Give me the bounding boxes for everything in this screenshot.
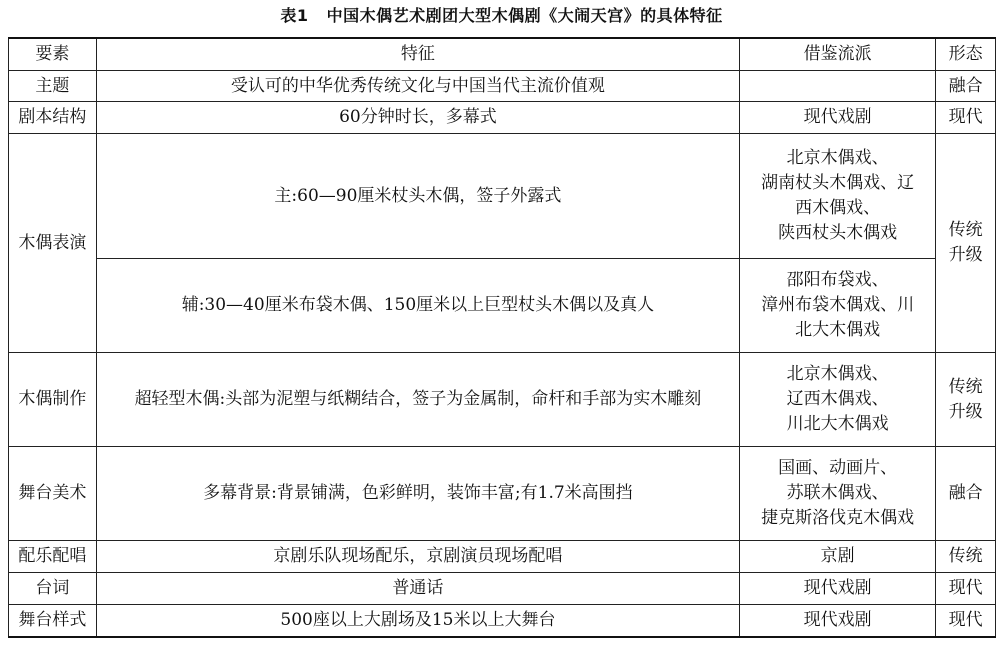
cell-form: 融合 [936, 71, 996, 102]
school-line: 湖南杖头木偶戏、辽 [761, 173, 915, 193]
cell-element: 舞台样式 [9, 605, 97, 638]
school-line: 邵阳布袋戏、 [786, 270, 889, 290]
cell-form: 现代 [936, 605, 996, 638]
school-line: 西木偶戏、 [795, 198, 881, 218]
school-line: 国画、动画片、 [778, 458, 898, 478]
table-row [9, 447, 996, 541]
school-line: 苏联木偶戏、 [786, 483, 889, 503]
table-row [9, 541, 996, 573]
form-line: 传统 [948, 376, 983, 397]
cell-feature: 受认可的中华优秀传统文化与中国当代主流价值观 [96, 71, 740, 102]
school-line: 漳州布袋木偶戏、川 [761, 295, 915, 315]
cell-form [936, 353, 996, 447]
cell-form: 现代 [936, 573, 996, 605]
cell-feature: 60分钟时长，多幕式 [96, 102, 740, 134]
cell-form: 融合 [936, 447, 996, 541]
cell-element: 木偶表演 [9, 134, 97, 353]
form-line: 传统 [948, 220, 983, 240]
table-title: 中国木偶艺术剧团大型木偶剧《大闹天宫》的具体特征 [326, 6, 723, 25]
cell-feature: 多幕背景:背景铺满，色彩鲜明，装饰丰富;有1.7米高围挡 [96, 447, 740, 541]
header-schools: 借鉴流派 [740, 38, 936, 71]
school-line: 川北大木偶戏 [786, 414, 889, 434]
cell-form: 传统 [936, 541, 996, 573]
form-line: 升级 [948, 245, 983, 265]
table-row [9, 573, 996, 605]
table-caption [0, 2, 1003, 30]
cell-form [936, 134, 996, 353]
cell-schools [740, 134, 936, 259]
cell-feature: 普通话 [96, 573, 740, 605]
table-row [9, 71, 996, 102]
cell-schools [740, 259, 936, 353]
school-line: 北大木偶戏 [795, 320, 881, 340]
header-row [9, 38, 996, 71]
cell-schools: 京剧 [740, 541, 936, 573]
cell-schools [740, 71, 936, 102]
cell-schools: 现代戏剧 [740, 605, 936, 638]
cell-form: 现代 [936, 102, 996, 134]
cell-element: 主题 [9, 71, 97, 102]
cell-element: 舞台美术 [9, 447, 97, 541]
cell-feature: 京剧乐队现场配乐，京剧演员现场配唱 [96, 541, 740, 573]
header-element: 要素 [9, 38, 97, 71]
school-line: 北京木偶戏、 [786, 364, 889, 384]
cell-element: 台词 [9, 573, 97, 605]
school-line: 辽西木偶戏、 [786, 389, 889, 409]
cell-element: 配乐配唱 [9, 541, 97, 573]
cell-feature: 辅:30—40厘米布袋木偶、150厘米以上巨型杖头木偶以及真人 [96, 259, 740, 353]
school-line: 陕西杖头木偶戏 [778, 223, 898, 243]
cell-schools: 现代戏剧 [740, 573, 936, 605]
cell-schools [740, 353, 936, 447]
table-row [9, 605, 996, 638]
table-number: 表1 [280, 6, 309, 25]
table-row [9, 102, 996, 134]
cell-schools: 现代戏剧 [740, 102, 936, 134]
features-table [8, 37, 996, 638]
header-feature: 特征 [96, 38, 740, 71]
table-row [9, 353, 996, 447]
school-line: 北京木偶戏、 [786, 148, 889, 168]
cell-feature: 超轻型木偶:头部为泥塑与纸糊结合，签子为金属制，命杆和手部为实木雕刻 [96, 353, 740, 447]
cell-feature: 500座以上大剧场及15米以上大舞台 [96, 605, 740, 638]
cell-element: 木偶制作 [9, 353, 97, 447]
cell-schools [740, 447, 936, 541]
form-line: 升级 [948, 401, 983, 422]
cell-element: 剧本结构 [9, 102, 97, 134]
table-row [9, 259, 996, 353]
cell-feature: 主:60—90厘米杖头木偶，签子外露式 [96, 134, 740, 259]
school-line: 捷克斯洛伐克木偶戏 [761, 508, 915, 528]
table-row [9, 134, 996, 259]
header-form: 形态 [936, 38, 996, 71]
